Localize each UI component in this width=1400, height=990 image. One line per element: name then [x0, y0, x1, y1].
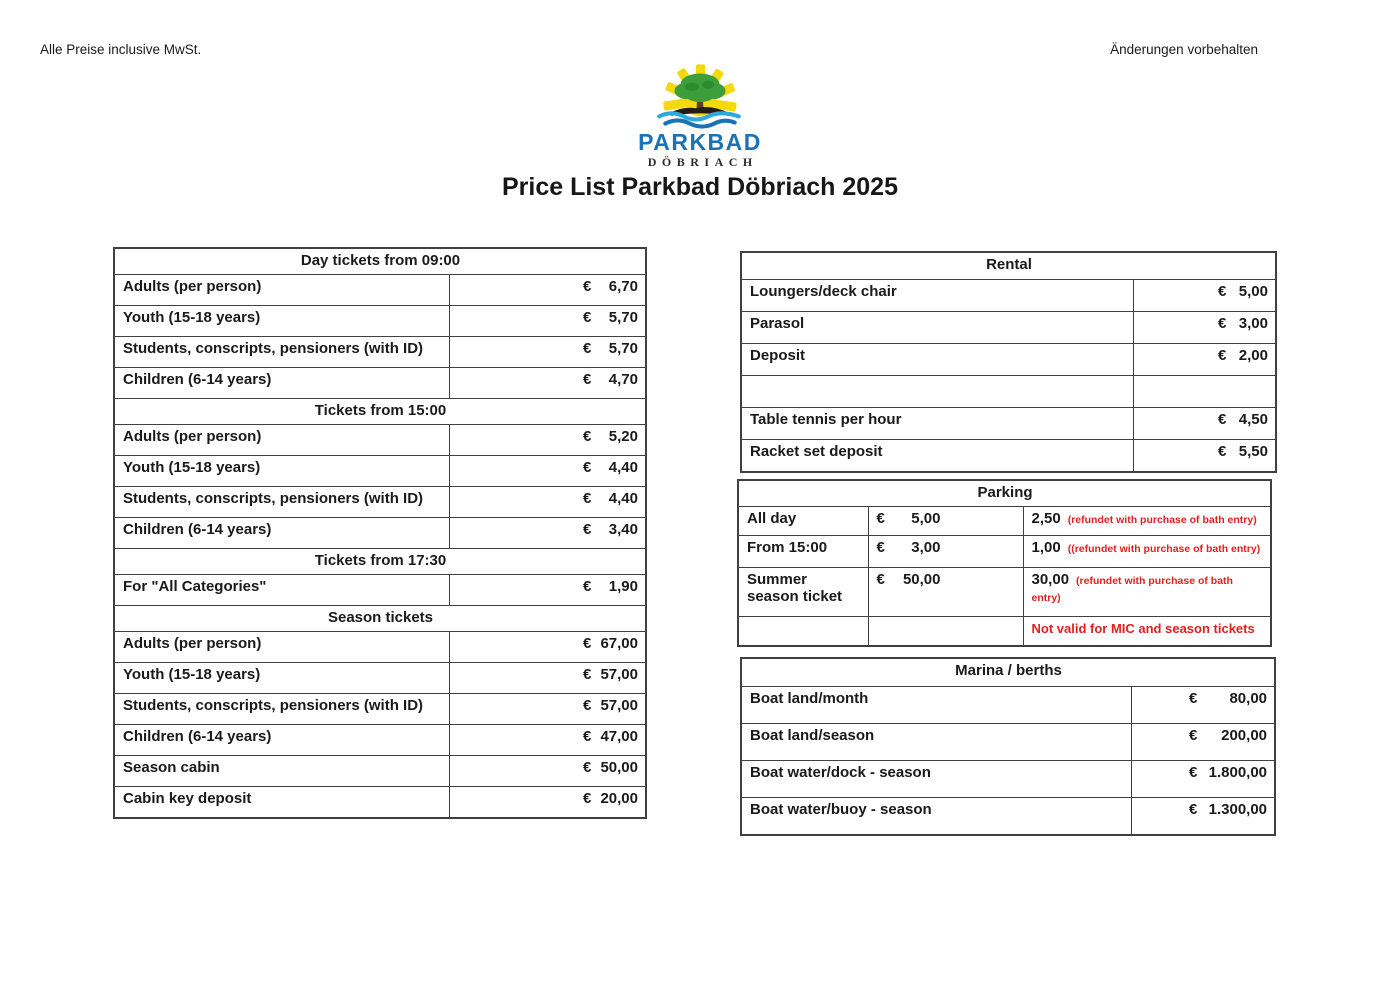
table-row [741, 761, 1275, 798]
euro-symbol: € [583, 578, 592, 595]
row-label: Students, conscripts, pensioners (with ID) [114, 694, 449, 725]
row-price: 4,40 [608, 490, 638, 507]
row-label: Children (6-14 years) [114, 725, 449, 756]
row-price: 5,70 [608, 309, 638, 326]
refund-note: (refundet with purchase of bath entry) [1031, 575, 1233, 604]
row-label: Deposit [741, 344, 1133, 376]
marina-table [740, 657, 1276, 836]
row-label: Children (6-14 years) [114, 368, 449, 399]
row-price: 47,00 [600, 728, 638, 745]
row-label: Youth (15-18 years) [114, 306, 449, 337]
table-row [741, 798, 1275, 836]
row-price: 67,00 [600, 635, 638, 652]
tickets-table-container [113, 247, 645, 819]
table-row [741, 312, 1276, 344]
euro-symbol: € [583, 697, 592, 714]
table-row [114, 663, 646, 694]
row-label: Boat land/month [741, 687, 1131, 724]
vat-note: Alle Preise inclusive MwSt. [40, 42, 202, 57]
euro-symbol: € [583, 371, 592, 388]
euro-symbol: € [583, 635, 592, 652]
euro-symbol: € [1189, 764, 1198, 781]
table-row [741, 280, 1276, 312]
table-row-empty [741, 376, 1276, 408]
row-label: Table tennis per hour [741, 408, 1133, 440]
row-label: Adults (per person) [114, 275, 449, 306]
row-price: 5,20 [608, 428, 638, 445]
euro-symbol: € [583, 521, 592, 538]
section-header-row [741, 252, 1276, 280]
table-row [114, 575, 646, 606]
row-price: 4,70 [608, 371, 638, 388]
table-row [114, 275, 646, 306]
marina-table-container [740, 657, 1274, 836]
row-label: Season cabin [114, 756, 449, 787]
section-header-row [114, 549, 646, 575]
table-row [114, 487, 646, 518]
table-row [738, 536, 1271, 568]
row-label: Adults (per person) [114, 425, 449, 456]
section-header-row [738, 480, 1271, 507]
table-row [738, 617, 1271, 647]
table-row [741, 408, 1276, 440]
euro-symbol: € [1189, 727, 1198, 744]
row-label: Boat water/buoy - season [741, 798, 1131, 836]
row-price: 3,00 [911, 539, 941, 556]
parkbad-logo [0, 62, 1400, 168]
row-price: 6,70 [608, 278, 638, 295]
euro-symbol: € [583, 278, 592, 295]
row-label: Loungers/deck chair [741, 280, 1133, 312]
parking-table [737, 479, 1272, 647]
table-row [114, 518, 646, 549]
row-price: 50,00 [902, 571, 941, 588]
row-label: Youth (15-18 years) [114, 456, 449, 487]
row-label: Youth (15-18 years) [114, 663, 449, 694]
table-row [738, 568, 1271, 617]
row-label: From 15:00 [738, 536, 868, 568]
section-header: Parking [738, 480, 1271, 507]
validity-warning: Not valid for MIC and season tickets [1031, 621, 1255, 636]
section-header: Tickets from 15:00 [114, 399, 646, 425]
row-label: Children (6-14 years) [114, 518, 449, 549]
row-price: 5,00 [911, 510, 941, 527]
euro-symbol: € [1218, 443, 1227, 460]
table-row [114, 787, 646, 819]
euro-symbol: € [583, 759, 592, 776]
table-row [741, 724, 1275, 761]
table-row [114, 337, 646, 368]
row-label: Cabin key deposit [114, 787, 449, 819]
euro-symbol: € [1218, 283, 1227, 300]
row-price: 5,00 [1238, 283, 1268, 300]
table-row [741, 440, 1276, 473]
euro-symbol: € [876, 510, 885, 527]
section-header-row [114, 399, 646, 425]
row-price: 3,40 [608, 521, 638, 538]
euro-symbol: € [583, 490, 592, 507]
row-price: 1.800,00 [1208, 764, 1268, 781]
refund-note: (refundet with purchase of bath entry) [1067, 514, 1257, 526]
row-label: Students, conscripts, pensioners (with ID) [114, 337, 449, 368]
refund-note: ((refundet with purchase of bath entry) [1067, 543, 1261, 555]
euro-symbol: € [1218, 315, 1227, 332]
row-label: Students, conscripts, pensioners (with ID) [114, 487, 449, 518]
row-label: Boat land/season [741, 724, 1131, 761]
row-price: 5,70 [608, 340, 638, 357]
section-header: Marina / berths [741, 658, 1275, 687]
table-row [114, 306, 646, 337]
row-price: 2,00 [1238, 347, 1268, 364]
parking-table-container [737, 479, 1270, 647]
row-label: Adults (per person) [114, 632, 449, 663]
parkbad-logo-icon [649, 62, 751, 130]
table-row [114, 456, 646, 487]
row-price: 57,00 [600, 697, 638, 714]
table-row [741, 687, 1275, 724]
refund-amount: 2,50 [1031, 510, 1061, 527]
euro-symbol: € [583, 459, 592, 476]
row-label: All day [738, 507, 868, 536]
section-header-row [741, 658, 1275, 687]
euro-symbol: € [583, 309, 592, 326]
row-price: 57,00 [600, 666, 638, 683]
section-header: Day tickets from 09:00 [114, 248, 646, 275]
page-title: Price List Parkbad Döbriach 2025 [501, 173, 898, 201]
euro-symbol: € [1218, 347, 1227, 364]
row-price: 4,50 [1238, 411, 1268, 428]
table-row [114, 368, 646, 399]
table-row [114, 725, 646, 756]
row-label: Racket set deposit [741, 440, 1133, 473]
row-price: 50,00 [600, 759, 638, 776]
euro-symbol: € [583, 666, 592, 683]
row-price: 1,90 [608, 578, 638, 595]
table-row [114, 425, 646, 456]
section-header: Rental [741, 252, 1276, 280]
section-header: Season tickets [114, 606, 646, 632]
row-price: 200,00 [1221, 727, 1268, 744]
euro-symbol: € [583, 728, 592, 745]
euro-symbol: € [1218, 411, 1227, 428]
row-price: 4,40 [608, 459, 638, 476]
row-label: For "All Categories" [114, 575, 449, 606]
table-row [114, 694, 646, 725]
table-row [114, 756, 646, 787]
logo-city-text: DÖBRIACH [647, 155, 758, 169]
row-price: 5,50 [1238, 443, 1268, 460]
section-header: Tickets from 17:30 [114, 549, 646, 575]
row-price: 3,00 [1238, 315, 1268, 332]
row-label: Summer season ticket [738, 568, 868, 617]
logo-brand-text: PARKBAD [638, 129, 762, 155]
table-row [114, 632, 646, 663]
table-row [741, 344, 1276, 376]
euro-symbol: € [1189, 690, 1198, 707]
changes-reserved-note: Änderungen vorbehalten [1110, 42, 1258, 57]
table-row [738, 507, 1271, 536]
rental-table-container [740, 251, 1275, 473]
rental-table [740, 251, 1277, 473]
euro-symbol: € [876, 571, 885, 588]
section-header-row [114, 248, 646, 275]
row-price: 80,00 [1229, 690, 1268, 707]
euro-symbol: € [876, 539, 885, 556]
row-price: 20,00 [600, 790, 638, 807]
refund-amount: 1,00 [1031, 539, 1061, 556]
section-header-row [114, 606, 646, 632]
row-label: Parasol [741, 312, 1133, 344]
tickets-table [113, 247, 647, 819]
euro-symbol: € [583, 790, 592, 807]
row-price: 1.300,00 [1208, 801, 1268, 818]
euro-symbol: € [1189, 801, 1198, 818]
refund-amount: 30,00 [1031, 571, 1070, 588]
row-label: Boat water/dock - season [741, 761, 1131, 798]
euro-symbol: € [583, 428, 592, 445]
euro-symbol: € [583, 340, 592, 357]
